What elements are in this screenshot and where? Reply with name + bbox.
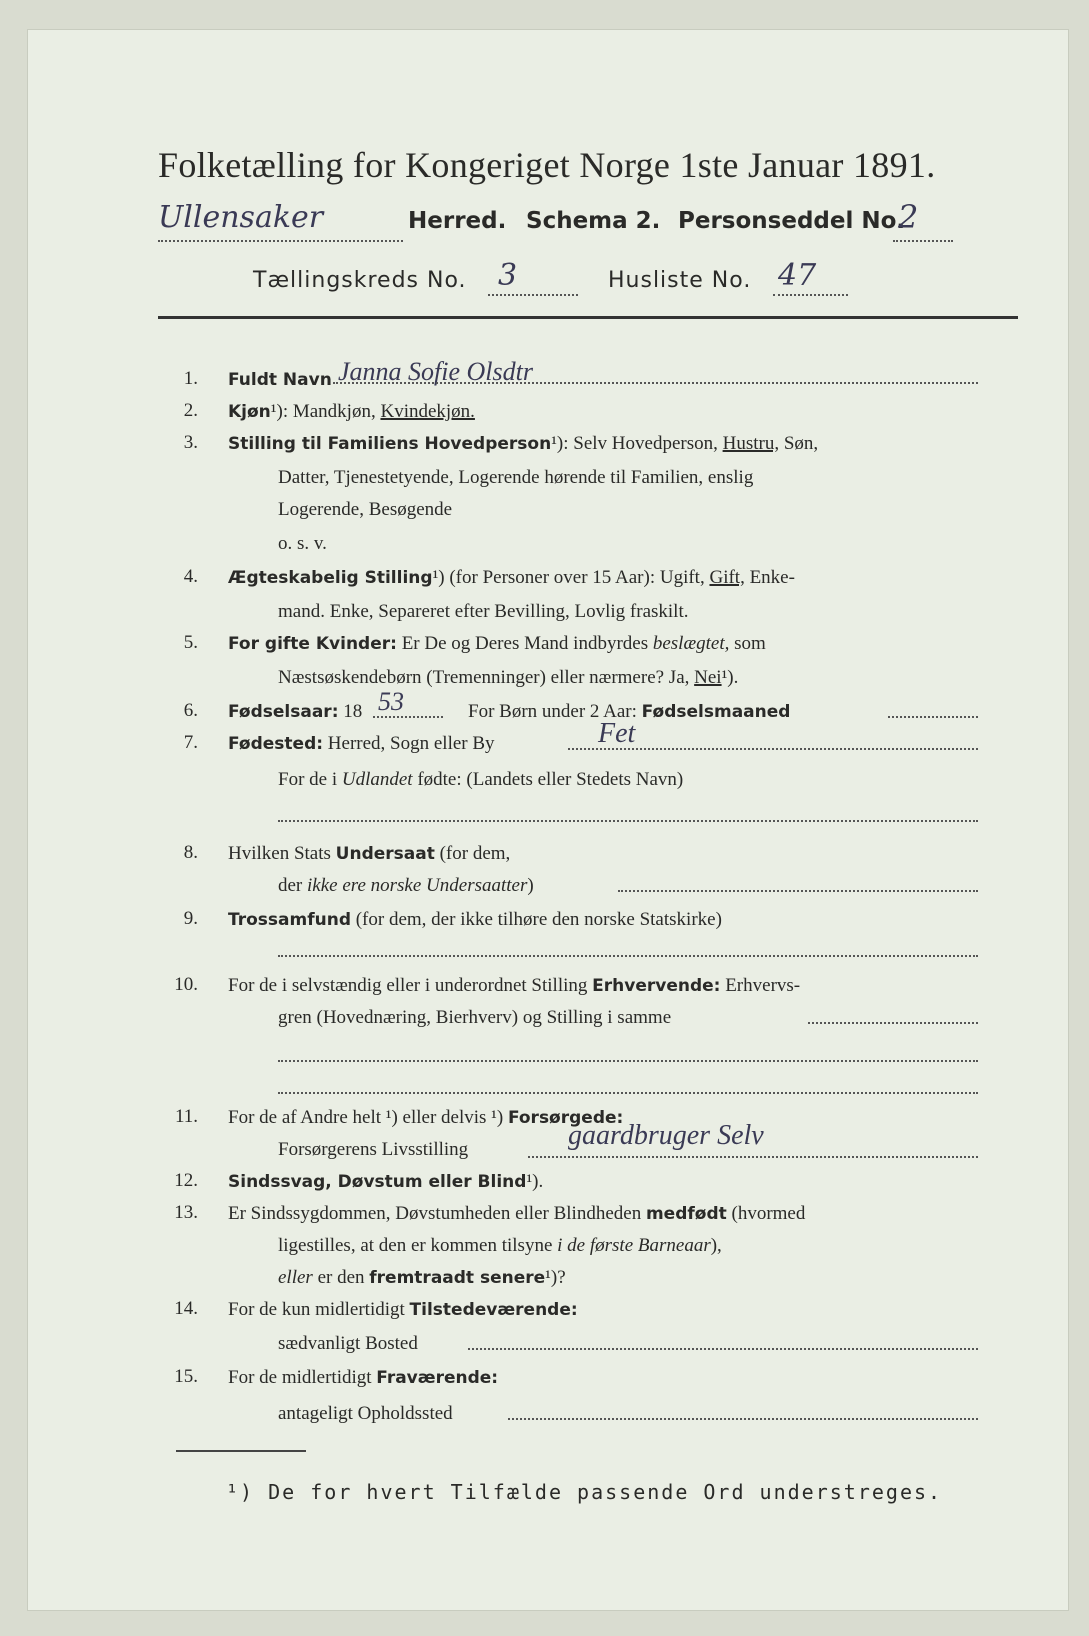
item-11-dotline <box>528 1156 978 1158</box>
role-selected: Hustru, <box>722 433 780 454</box>
item-15-a: For de midlertidigt <box>228 1367 372 1388</box>
item-9-dotline <box>278 955 978 957</box>
item-2-line <box>228 396 475 428</box>
item-13-l3c: ¹)? <box>545 1267 566 1288</box>
item-4-label: Ægteskabelig Stilling <box>228 568 433 588</box>
item-5-number: 5. <box>183 632 198 653</box>
item-8-l2b: ) <box>527 875 534 896</box>
item-14-line-2: sædvanligt Bosted <box>278 1333 418 1354</box>
item-13-l3b: fremtraadt senere <box>369 1268 546 1288</box>
herred-dotline <box>158 240 403 242</box>
item-7-l2it: Udlandet <box>341 769 413 790</box>
item-10-line <box>228 970 800 1002</box>
item-13-a: Er Sindssygdommen, Døvstumheden eller Blindheden <box>228 1203 642 1224</box>
item-7-dotline-2 <box>278 820 978 822</box>
item-2-label: Kjøn <box>228 402 271 422</box>
herred-label: Herred. <box>408 208 507 234</box>
item-11-a: For de af Andre helt ¹) eller delvis ¹) <box>228 1107 504 1128</box>
form-title: Folketælling for Kongeriget Norge 1ste Januar 1891. <box>158 145 936 185</box>
kreds-line <box>158 256 1018 298</box>
birth-year-value: 53 <box>378 687 404 716</box>
item-15-line-2: antageligt Opholdssted <box>278 1403 453 1424</box>
item-14-number: 14. <box>174 1298 198 1319</box>
birth-year-dotline <box>373 716 443 718</box>
item-3-line-4: o. s. v. <box>278 533 327 554</box>
item-7-l2b: fødte: (Landets eller Stedets Navn) <box>417 769 684 790</box>
item-9-line <box>228 904 722 936</box>
item-13-l2b: ), <box>710 1235 722 1256</box>
item-7-number: 7. <box>183 732 198 753</box>
herred-value: Ullensaker <box>158 200 324 235</box>
item-15-line <box>228 1362 498 1394</box>
item-10-dotline-2 <box>278 1060 978 1062</box>
kreds-label: Tællingskreds No. <box>253 268 467 293</box>
item-4-line <box>228 562 795 594</box>
item-8-label: Undersaat <box>335 844 435 864</box>
item-5-line <box>228 628 766 660</box>
item-9-text: (for dem, der ikke tilhøre den norske Statskirke) <box>355 909 722 930</box>
provider-occupation-value: gaardbruger Selv <box>568 1120 764 1151</box>
birth-month-label: Fødselsmaaned <box>641 702 791 722</box>
item-12-label: Sindssvag, Døvstum eller Blind <box>228 1172 527 1192</box>
item-9-label: Trossamfund <box>228 910 351 930</box>
item-6-number: 6. <box>183 700 198 721</box>
birth-month-dotline <box>888 716 978 718</box>
item-10-b: Erhvervs- <box>725 975 801 996</box>
item-7-line <box>228 728 495 760</box>
item-13-line <box>228 1198 805 1230</box>
item-1-number: 1. <box>183 368 198 389</box>
item-3-line-2: Datter, Tjenestetyende, Logerende hørende til Familien, enslig <box>278 467 754 488</box>
item-5-text: Er De og Deres Mand indbyrdes <box>401 633 649 654</box>
item-13-number: 13. <box>174 1202 198 1223</box>
item-5-tail: som <box>734 633 766 654</box>
item-4-tail: Enke- <box>749 567 795 588</box>
item-14-label: Tilstedeværende: <box>409 1300 578 1320</box>
schema-label: Schema 2. <box>526 208 661 234</box>
item-10-dotline <box>808 1022 978 1024</box>
personseddel-dotline <box>893 240 953 242</box>
item-13-label: medfødt <box>645 1204 727 1224</box>
item-14-a: For de kun midlertidigt <box>228 1299 405 1320</box>
husliste-label: Husliste No. <box>608 268 752 293</box>
footnote-rule <box>176 1450 306 1452</box>
item-7-l2a: For de i <box>278 769 338 790</box>
husliste-dotline <box>773 294 848 296</box>
sex-selected: Kvindekjøn. <box>380 401 475 422</box>
item-3-number: 3. <box>183 432 198 453</box>
item-13-line-3 <box>278 1262 566 1294</box>
item-15-number: 15. <box>174 1366 198 1387</box>
census-form-sheet <box>28 30 1068 1610</box>
item-11-number: 11. <box>174 1106 198 1127</box>
footnote: ¹) De for hvert Tilfælde passende Ord understreges. <box>226 1480 943 1504</box>
item-13-b: (hvormed <box>731 1203 806 1224</box>
item-7-label: Fødested: <box>228 734 324 754</box>
item-3-label: Stilling til Familiens Hovedperson <box>228 434 552 454</box>
item-2-number: 2. <box>183 400 198 421</box>
item-8-l2a: der <box>278 875 303 896</box>
item-1-dotline <box>333 382 978 384</box>
item-10-dotline-3 <box>278 1092 978 1094</box>
item-12-tail: ¹). <box>526 1171 544 1192</box>
item-12-number: 12. <box>174 1170 198 1191</box>
item-8-b: (for dem, <box>439 843 511 864</box>
item-3-text: ¹): Selv Hovedperson, <box>551 433 718 454</box>
husliste-value: 47 <box>778 258 817 293</box>
birthplace-value: Fet <box>598 718 636 749</box>
item-4-line-2: mand. Enke, Separeret efter Bevilling, Lovlig fraskilt. <box>278 601 689 622</box>
item-13-l3a: er den <box>317 1267 365 1288</box>
item-14-line <box>228 1294 578 1326</box>
item-8-line <box>228 838 510 870</box>
item-6-label: Fødselsaar: <box>228 702 339 722</box>
item-8-line-2 <box>278 870 534 902</box>
item-2-text: ¹): Mandkjøn, <box>270 401 376 422</box>
item-10-label: Erhvervende: <box>592 976 721 996</box>
item-7-line-2 <box>278 764 683 796</box>
item-3-tail: Søn, <box>783 433 819 454</box>
item-1-label: Fuldt Navn <box>228 370 332 390</box>
item-7-dotline <box>568 748 978 750</box>
item-8-number: 8. <box>183 842 198 863</box>
item-5-line-2-end: ¹). <box>721 667 739 688</box>
item-8-l2it: ikke ere norske Undersaatter <box>307 875 528 896</box>
item-11-line <box>228 1102 623 1134</box>
personseddel-value: 2 <box>898 198 919 236</box>
item-9-number: 9. <box>183 908 198 929</box>
item-8-dotline <box>618 890 978 892</box>
kreds-value: 3 <box>498 258 518 293</box>
item-11-label: Forsørgede: <box>507 1108 624 1128</box>
herred-line <box>158 200 1018 242</box>
item-3-line-3: Logerende, Besøgende <box>278 499 453 520</box>
item-15-label: Fraværende: <box>376 1368 499 1388</box>
item-13-l3it: eller <box>278 1267 313 1288</box>
kreds-dotline <box>488 294 578 296</box>
personseddel-label: Personseddel No. <box>678 208 906 234</box>
item-10-line-2: gren (Hovednæring, Bierhverv) og Stilling i samme <box>278 1007 672 1028</box>
item-5-italic: beslægtet, <box>652 633 730 654</box>
item-13-line-2 <box>278 1230 722 1262</box>
item-10-number: 10. <box>174 974 198 995</box>
header-rule <box>158 316 1018 319</box>
item-13-l2a: ligestilles, at den er kommen tilsyne <box>278 1235 553 1256</box>
item-8-a: Hvilken Stats <box>228 843 331 864</box>
item-12-line <box>228 1166 543 1198</box>
item-14-dotline <box>468 1348 978 1350</box>
item-7-text: Herred, Sogn eller By <box>327 733 495 754</box>
item-11-line-2: Forsørgerens Livsstilling <box>278 1139 469 1160</box>
related-selected: Nei <box>694 667 722 688</box>
item-6-text: For Børn under 2 Aar: <box>468 701 637 722</box>
marital-selected: Gift, <box>709 567 745 588</box>
item-15-dotline <box>508 1418 978 1420</box>
item-13-l2it: i de første Barneaar <box>557 1235 711 1256</box>
item-4-number: 4. <box>183 566 198 587</box>
item-10-a: For de i selvstændig eller i underordnet Stilling <box>228 975 588 996</box>
item-5-label: For gifte Kvinder: <box>228 634 397 654</box>
item-5-line-2 <box>278 662 738 694</box>
item-6-line <box>228 696 362 728</box>
birth-year-prefix: 18 <box>343 701 363 722</box>
item-4-text: ¹) (for Personer over 15 Aar): Ugift, <box>432 567 705 588</box>
item-5-line-2-text: Næstsøskendebørn (Tremenninger) eller nærmere? Ja, <box>278 667 690 688</box>
item-3-line <box>228 428 818 460</box>
full-name-value: Janna Sofie Olsdtr <box>338 357 533 386</box>
